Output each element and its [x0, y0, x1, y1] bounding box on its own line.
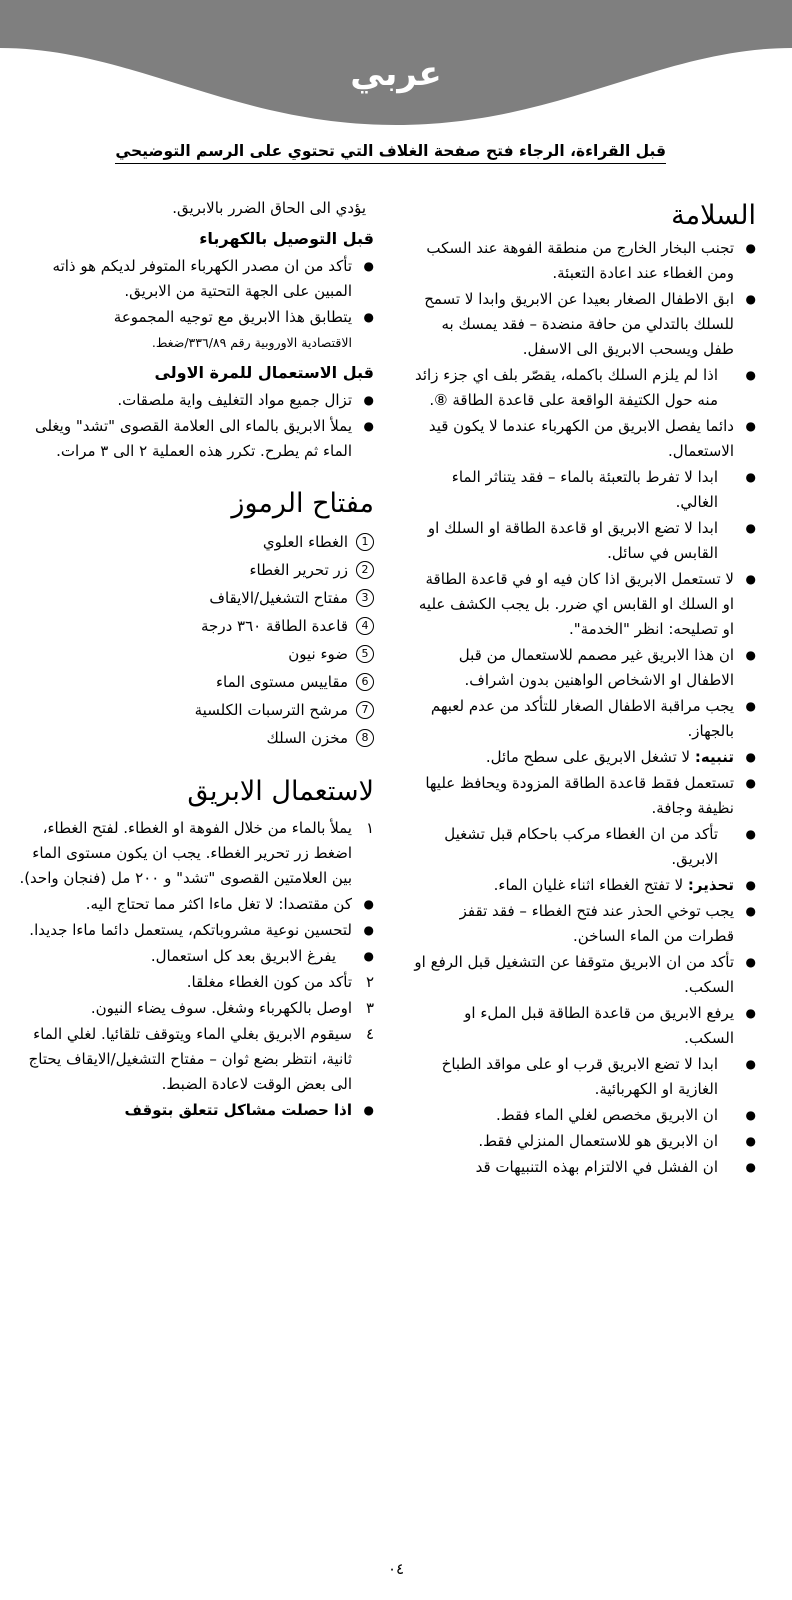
caution-label: تنبيه:: [694, 748, 734, 766]
safety-item: ● ان الابريق مخصص لغلي الماء فقط.: [410, 1103, 756, 1128]
key-number: 8: [356, 729, 374, 747]
usage-step: [16, 970, 374, 995]
electrical-item: [16, 305, 374, 355]
electrical-item: ● تأكد من ان مصدر الكهرباء المتوفر لديكم هو ذاته المبين على الجهة التحتية من الابريق.: [16, 254, 374, 304]
usage-step: [16, 816, 374, 891]
step-number: ٢: [365, 973, 374, 991]
first-use-list: [16, 388, 374, 464]
key-label: الغطاء العلوي: [262, 533, 348, 551]
safety-item: ● تجنب البخار الخارج من منطقة الفوهة عند السكب ومن الغطاء عند اعادة التعبئة.: [410, 236, 756, 286]
key-number: 7: [356, 701, 374, 719]
usage-step: [16, 996, 374, 1021]
warning-label: تحذير:: [687, 876, 734, 894]
usage-tip: ● لتحسين نوعية مشروباتكم، يستعمل دائما ماءا جديدا.: [16, 918, 374, 943]
troubleshoot-lead: ● اذا حصلت مشاكل تتعلق بتوقف: [16, 1098, 374, 1123]
key-heading: مفتاح الرموز: [231, 488, 374, 519]
key-number: 3: [356, 589, 374, 607]
safety-item: ● اذا لم يلزم السلك باكمله، يقصّر بلف اي جزء زائد منه حول الكتيفة الواقعة على قاعدة الطاقة ⑧.: [410, 363, 756, 413]
step-text: اوصل بالكهرباء وشغل. سوف يضاء النيون.: [90, 999, 352, 1017]
key-label: مقاييس مستوى الماء: [215, 673, 348, 691]
warning-text: لا تفتح الغطاء اثناء غليان الماء.: [493, 876, 688, 894]
key-number: 2: [356, 561, 374, 579]
safety-item: ● تأكد من ان الغطاء مركب باحكام قبل تشغيل الابريق.: [410, 822, 756, 872]
intro-note: قبل القراءة، الرجاء فتح صفحة الغلاف التي تحتوي على الرسم التوضيحي: [115, 142, 666, 164]
safety-item: ● يجب توخي الحذر عند فتح الغطاء – فقد تقفز قطرات من الماء الساخن.: [410, 899, 756, 949]
caution-item: [410, 745, 756, 770]
key-list: [16, 528, 374, 752]
key-item: [16, 668, 374, 696]
safety-item: ● ان هذا الابريق غير مصمم للاستعمال من قبل الاطفال او الاشخاص الواهنين بدون اشراف.: [410, 643, 756, 693]
page-number: ٠٤: [387, 1560, 405, 1578]
safety-list: [410, 236, 756, 1180]
key-label: ضوء نيون: [288, 645, 348, 663]
step-text: يملأ بالماء من خلال الفوهة او الغطاء. لفتح الغطاء، اضغط زر تحرير الغطاء. يجب ان يكون مستوى الماء بين العلامتين القصوى "تشد" و ٢٠٠ مل (فنجان واحد).: [19, 819, 352, 887]
electrical-item-text: يتطابق هذا الابريق مع توجيه المجموعة: [113, 308, 352, 326]
step-number: ٣: [365, 999, 374, 1017]
first-use-heading: قبل الاستعمال للمرة الاولى: [154, 363, 374, 382]
safety-item: ● ابق الاطفال الصغار بعيدا عن الابريق وابدا لا تسمح للسلك بالتدلي من حافة منضدة – فقد يمسك به طفل ويسحب الابريق الى الاسفل.: [410, 287, 756, 362]
key-label: زر تحرير الغطاء: [249, 561, 348, 579]
key-label: قاعدة الطاقة ٣٦٠ درجة: [201, 617, 348, 635]
step-number: ٤: [365, 1025, 374, 1043]
key-item: [16, 640, 374, 668]
usage-list: [16, 816, 374, 1123]
instructions-column: [16, 196, 374, 1124]
directive-text: الاقتصادية الاوروبية رقم ٣٣٦/٨٩/ضغط.: [151, 335, 352, 350]
key-label: مخزن السلك: [266, 729, 348, 747]
safety-item: ● تأكد من ان الابريق متوقفا عن التشغيل قبل الرفع او السكب.: [410, 950, 756, 1000]
key-item: [16, 528, 374, 556]
safety-item: ● تستعمل فقط قاعدة الطاقة المزودة ويحافظ عليها نظيفة وجافة.: [410, 771, 756, 821]
safety-item: ● يجب مراقبة الاطفال الصغار للتأكد من عدم لعبهم بالجهاز.: [410, 694, 756, 744]
safety-item: ● دائما يفصل الابريق من الكهرباء عندما لا يكون قيد الاستعمال.: [410, 414, 756, 464]
usage-heading: لاستعمال الابريق: [187, 776, 374, 807]
key-number: 4: [356, 617, 374, 635]
caution-text: لا تشغل الابريق على سطح مائل.: [485, 748, 695, 766]
electrical-heading: قبل التوصيل بالكهرباء: [199, 229, 374, 248]
step-text: سيقوم الابريق بغلي الماء ويتوقف تلقائيا. لغلي الماء ثانية، انتظر بضع ثوان – مفتاح التشغيل/الايقاف يحتاج الى بعض الوقت لاعادة الضبط.: [28, 1025, 352, 1093]
safety-item: ● ان الفشل في الالتزام بهذه التنبيهات قد: [410, 1155, 756, 1180]
key-label: مرشح الترسبات الكلسية: [194, 701, 348, 719]
language-title: عربي: [350, 54, 442, 94]
key-number: 1: [356, 533, 374, 551]
safety-item: ● ابدا لا تضع الابريق قرب او على مواقد الطباخ الغازية او الكهربائية.: [410, 1052, 756, 1102]
step-text: تأكد من كون الغطاء مغلقا.: [186, 973, 352, 991]
safety-item: ● ابدا لا تفرط بالتعبئة بالماء – فقد يتناثر الماء الغالي.: [410, 465, 756, 515]
safety-item: ● ان الابريق هو للاستعمال المنزلي فقط.: [410, 1129, 756, 1154]
safety-item: ● لا تستعمل الابريق اذا كان فيه او في قاعدة الطاقة او السلك او القابس اي ضرر. بل يجب الكشف عليه او تصليحه: انظر "الخدمة".: [410, 567, 756, 642]
key-label: مفتاح التشغيل/الايقاف: [209, 589, 348, 607]
key-item: [16, 556, 374, 584]
safety-item: ● ابدا لا تضع الابريق او قاعدة الطاقة او السلك او القابس في سائل.: [410, 516, 756, 566]
usage-tip: ● يفرغ الابريق بعد كل استعمال.: [16, 944, 374, 969]
step-number: ١: [365, 819, 374, 837]
first-use-item: ● يملأ الابريق بالماء الى العلامة القصوى "تشد" ويغلى الماء ثم يطرح. تكرر هذه العملية ٢ الى ٣ مرات.: [16, 414, 374, 464]
key-number: 6: [356, 673, 374, 691]
first-use-item: ● تزال جميع مواد التغليف واية ملصقات.: [16, 388, 374, 413]
key-item: [16, 584, 374, 612]
warning-item: [410, 873, 756, 898]
continuation-text: يؤدي الى الحاق الضرر بالابريق.: [172, 199, 366, 217]
safety-heading: السلامة: [671, 200, 756, 231]
key-item: [16, 612, 374, 640]
key-number: 5: [356, 645, 374, 663]
safety-column: [410, 196, 756, 1181]
key-item: [16, 724, 374, 752]
safety-item: ● يرفع الابريق من قاعدة الطاقة قبل الملء او السكب.: [410, 1001, 756, 1051]
usage-step: [16, 1022, 374, 1097]
electrical-list: [16, 254, 374, 355]
key-item: [16, 696, 374, 724]
usage-tip: ● كن مقتصدا: لا تغل ماءا اكثر مما تحتاج اليه.: [16, 892, 374, 917]
